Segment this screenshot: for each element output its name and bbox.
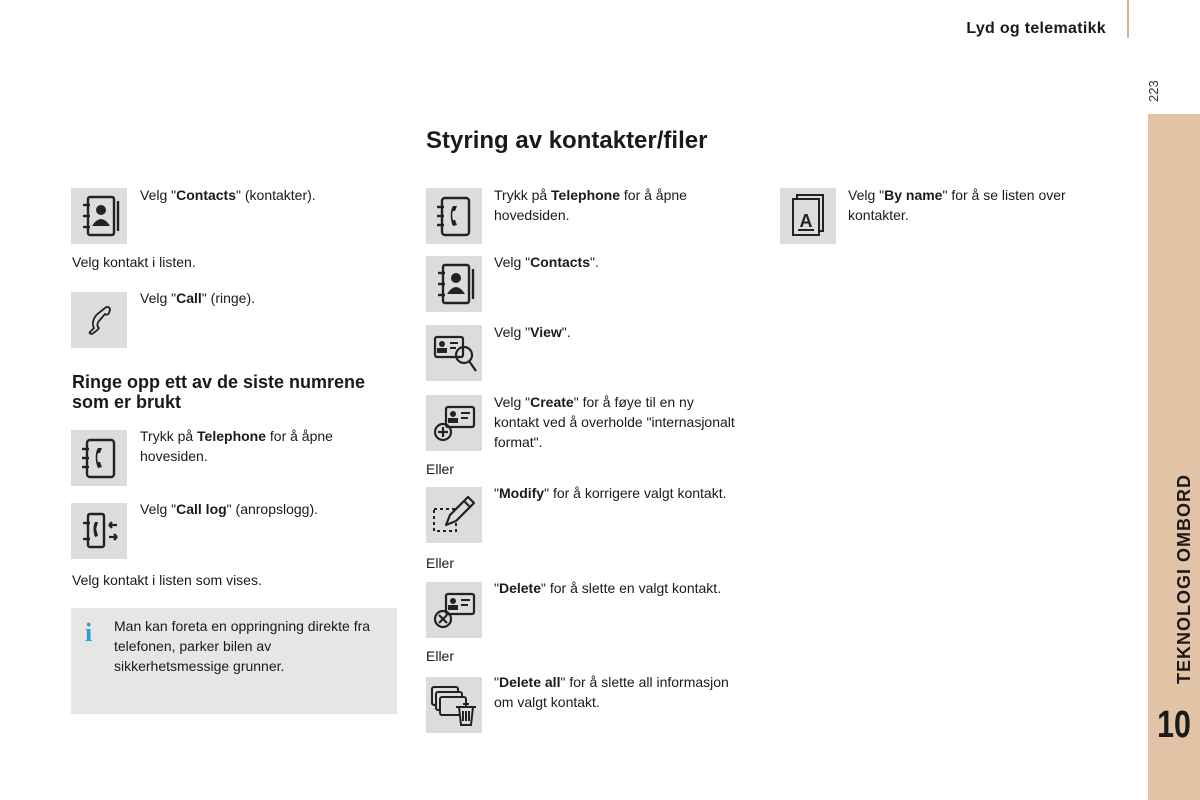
left-select-contact: Velg kontakt i listen. — [72, 254, 196, 270]
mid-delete-text: "Delete" for å slette en valgt kontakt. — [494, 580, 722, 596]
view-contact-icon — [426, 325, 482, 381]
mid-deleteall-text: "Delete all" for å slette all informasjon om valgt kontakt. — [494, 674, 729, 710]
call-handset-icon — [71, 292, 127, 348]
left-telephone-text: Trykk på Telephone for å åpne hovesiden. — [140, 428, 333, 464]
delete-contact-icon — [426, 582, 482, 638]
modify-pencil-icon — [426, 487, 482, 543]
subsection-title: Ringe opp ett av de siste numrene som er brukt — [72, 372, 366, 412]
page-number-wrap — [1146, 72, 1166, 112]
left-calllog-text: Velg "Call log" (anropslogg). — [140, 501, 319, 517]
or-label: Eller — [426, 461, 455, 477]
contacts-icon — [426, 256, 482, 312]
svg-text:A: A — [799, 211, 813, 231]
info-note — [71, 608, 397, 714]
right-byname-text: Velg "By name" for å se listen over kontakter. — [848, 187, 1066, 223]
call-log-icon — [71, 503, 127, 559]
chapter-side-tab — [1148, 114, 1200, 800]
create-contact-icon — [426, 395, 482, 451]
left-select-shown: Velg kontakt i listen som vises. — [72, 572, 262, 588]
info-icon: i — [85, 618, 93, 647]
contacts-icon — [71, 188, 127, 244]
info-text: Man kan foreta en oppringning direkte fra telefonen, parker bilen av sikkerhetsmessige grunner. — [114, 618, 371, 674]
telephone-icon — [71, 430, 127, 486]
section-title: Styring av kontakter/filer — [426, 127, 708, 154]
telephone-icon — [426, 188, 482, 244]
mid-telephone-text: Trykk på Telephone for å åpne hovedsiden. — [494, 187, 687, 223]
or-label: Eller — [426, 648, 455, 664]
header-divider — [1127, 0, 1129, 38]
mid-create-text: Velg "Create" for å føye til en ny kontakt ved å overholde "internasjonalt format". — [494, 394, 735, 450]
left-call-text: Velg "Call" (ringe). — [140, 290, 256, 306]
by-name-icon — [780, 188, 836, 244]
mid-view-text: Velg "View". — [494, 324, 571, 340]
left-contacts-text: Velg "Contacts" (kontakter). — [140, 187, 316, 203]
running-header: Lyd og telematikk — [966, 20, 1106, 37]
chapter-label: TEKNOLOGI OMBORD — [1174, 474, 1194, 684]
or-label: Eller — [426, 555, 455, 571]
chapter-number: 10 — [1157, 704, 1191, 746]
page-number: 223 — [1146, 80, 1161, 102]
mid-modify-text: "Modify" for å korrigere valgt kontakt. — [494, 485, 727, 501]
mid-contacts-text: Velg "Contacts". — [494, 254, 599, 270]
delete-all-icon — [426, 677, 482, 733]
